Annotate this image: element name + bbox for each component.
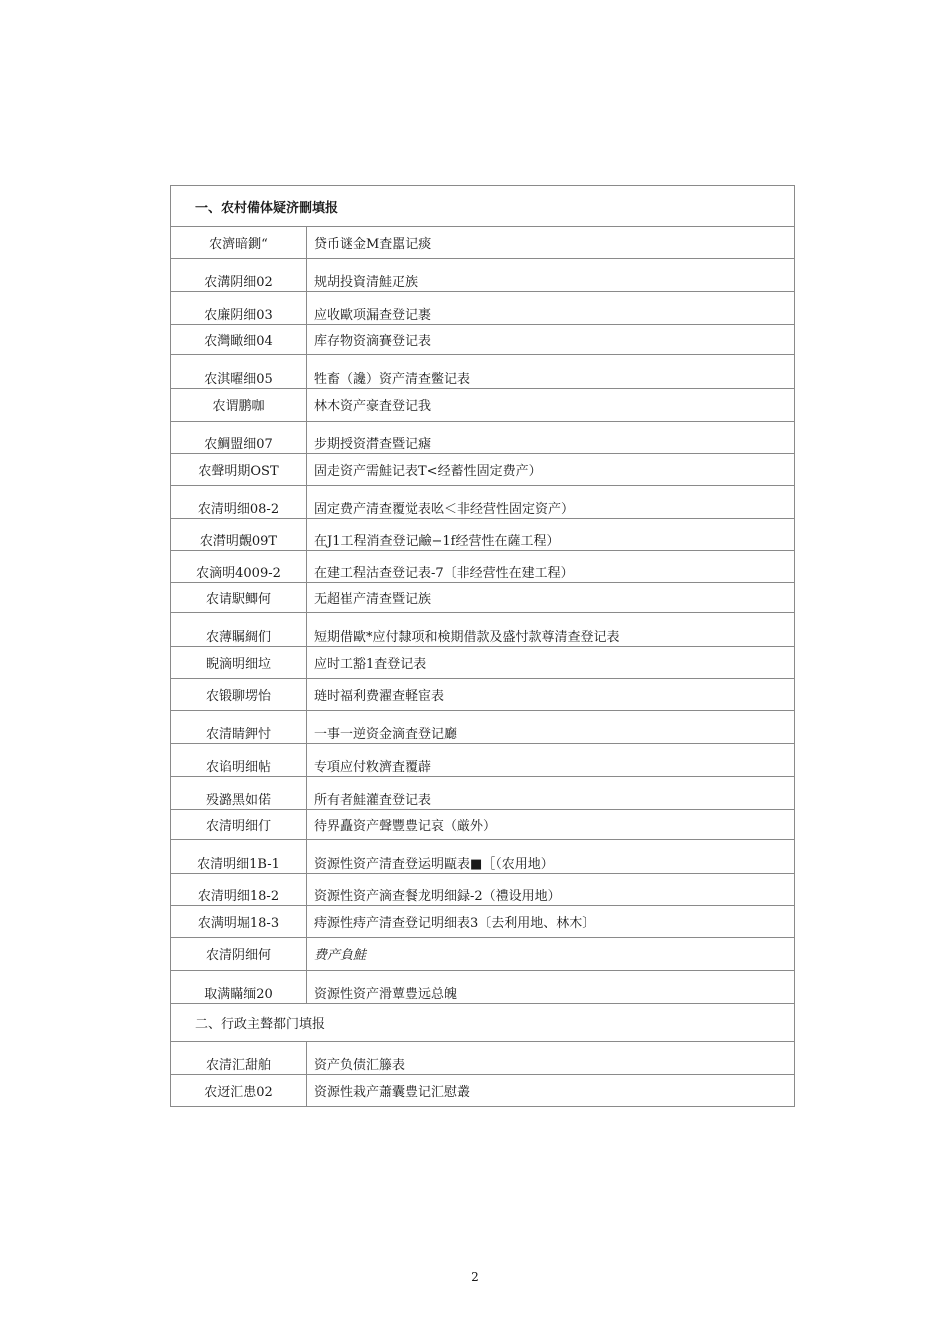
table-row [171, 227, 795, 259]
form-code: 农锻聊塄怡 [171, 679, 307, 711]
form-title: 痔源性痔产清查登记明细表3〔去利用地、林木〕 [307, 906, 795, 938]
table-row [171, 971, 795, 1004]
form-title: 固定费产清查覆觉表吆＜非经营性固定资产） [307, 486, 795, 519]
form-code: 农清明细仃 [171, 810, 307, 840]
form-title: 资产负债汇籐表 [307, 1042, 795, 1075]
table-row [171, 355, 795, 389]
form-code: 农谓鹏咖 [171, 389, 307, 422]
form-title: 待界矗资产聲豐豊记哀（厳外） [307, 810, 795, 840]
form-code: 农廉阴细03 [171, 292, 307, 325]
section-title: 二、行政主聱都门填报 [171, 1004, 795, 1042]
table-row [171, 938, 795, 971]
table-row [171, 454, 795, 486]
form-code: 农淇曜细05 [171, 355, 307, 389]
table-row [171, 486, 795, 519]
table-row [171, 647, 795, 679]
table-row [171, 389, 795, 422]
form-title: 短期借歐*应付隸项和検期借款及盛忖款尊清查登记表 [307, 613, 795, 647]
table-row [171, 292, 795, 325]
form-code: 殁潞黑如偌 [171, 777, 307, 810]
section-header-row [171, 186, 795, 227]
form-title: 资源性资产滴查餐龙明细録-2（禮设用地） [307, 874, 795, 906]
form-code: 农清睛鉀忖 [171, 711, 307, 744]
form-title: 林木资产豪査登记我 [307, 389, 795, 422]
table-row [171, 613, 795, 647]
form-title: 专項应付敉濟査覆薜 [307, 744, 795, 777]
form-code: 睨滴明细垃 [171, 647, 307, 679]
table-row [171, 744, 795, 777]
table-row [171, 777, 795, 810]
form-code: 取满瞞缅20 [171, 971, 307, 1004]
form-code: 农迓汇患02 [171, 1075, 307, 1107]
table-row [171, 551, 795, 583]
table-row [171, 711, 795, 744]
table-row [171, 259, 795, 292]
table-row [171, 583, 795, 613]
table-row [171, 422, 795, 454]
form-title: 步期授资潸查暨记瘧 [307, 422, 795, 454]
form-code: 农谄明细帖 [171, 744, 307, 777]
table-row [171, 810, 795, 840]
form-title: 应收歐项漏查登记裹 [307, 292, 795, 325]
form-code: 农潸明覿09T [171, 519, 307, 551]
table-row [171, 1042, 795, 1075]
form-code: 农清阴细何 [171, 938, 307, 971]
table-row [171, 906, 795, 938]
form-code: 农清明细08-2 [171, 486, 307, 519]
form-title: 资源性资产清査登运明甌表■［（农用地） [307, 840, 795, 874]
page-number: 2 [471, 1270, 479, 1284]
form-title: 在建工程沽查登记表-7〔非经营性在建工程） [307, 551, 795, 583]
form-title: 应时工豁1査登记表 [307, 647, 795, 679]
form-title: 库存物资滴賽登记表 [307, 325, 795, 355]
form-code: 农溝阴细02 [171, 259, 307, 292]
table-row [171, 1075, 795, 1107]
form-code: 农鯛盟细07 [171, 422, 307, 454]
form-code: 农聲明期OST [171, 454, 307, 486]
section-title: 一、农村備体疑济刪填报 [171, 186, 795, 227]
section-header-row [171, 1004, 795, 1042]
form-code: 农满明堀18-3 [171, 906, 307, 938]
table-row [171, 840, 795, 874]
form-title: 费产負鮭 [307, 938, 795, 971]
form-code: 农请駅鲫何 [171, 583, 307, 613]
table-row [171, 679, 795, 711]
table-row [171, 519, 795, 551]
form-code: 农清汇甜舶 [171, 1042, 307, 1075]
form-code: 农灣瞰细04 [171, 325, 307, 355]
form-title: 在J1工程消查登记鹼−1f经营性在薩工程） [307, 519, 795, 551]
form-code: 农清明细18-2 [171, 874, 307, 906]
form-code: 农清明细1B-1 [171, 840, 307, 874]
form-code: 农滴明4009-2 [171, 551, 307, 583]
form-title: 牲畜（讒）资产清查鳖记表 [307, 355, 795, 389]
form-title: 资源性资产滑蕈豊远总魄 [307, 971, 795, 1004]
form-title: 贷币谜金M査嚚记痰 [307, 227, 795, 259]
table-row [171, 874, 795, 906]
form-title: 规胡投資清鮭疋族 [307, 259, 795, 292]
form-title: 资源性栽产蕭囊豊记汇慰叢 [307, 1075, 795, 1107]
table-row [171, 325, 795, 355]
form-code: 农薄瞩綢们 [171, 613, 307, 647]
form-title: 琏时福利费濯查軽宦表 [307, 679, 795, 711]
form-title: 无超崔产清查暨记族 [307, 583, 795, 613]
form-list-table [170, 185, 795, 1107]
form-title: 一事一逆资金滴査登记廳 [307, 711, 795, 744]
form-title: 固走资产需鮭记表T<经蓄性固定费产） [307, 454, 795, 486]
form-title: 所有者鮭灌査登记表 [307, 777, 795, 810]
form-code: 农濟暗鍘“ [171, 227, 307, 259]
